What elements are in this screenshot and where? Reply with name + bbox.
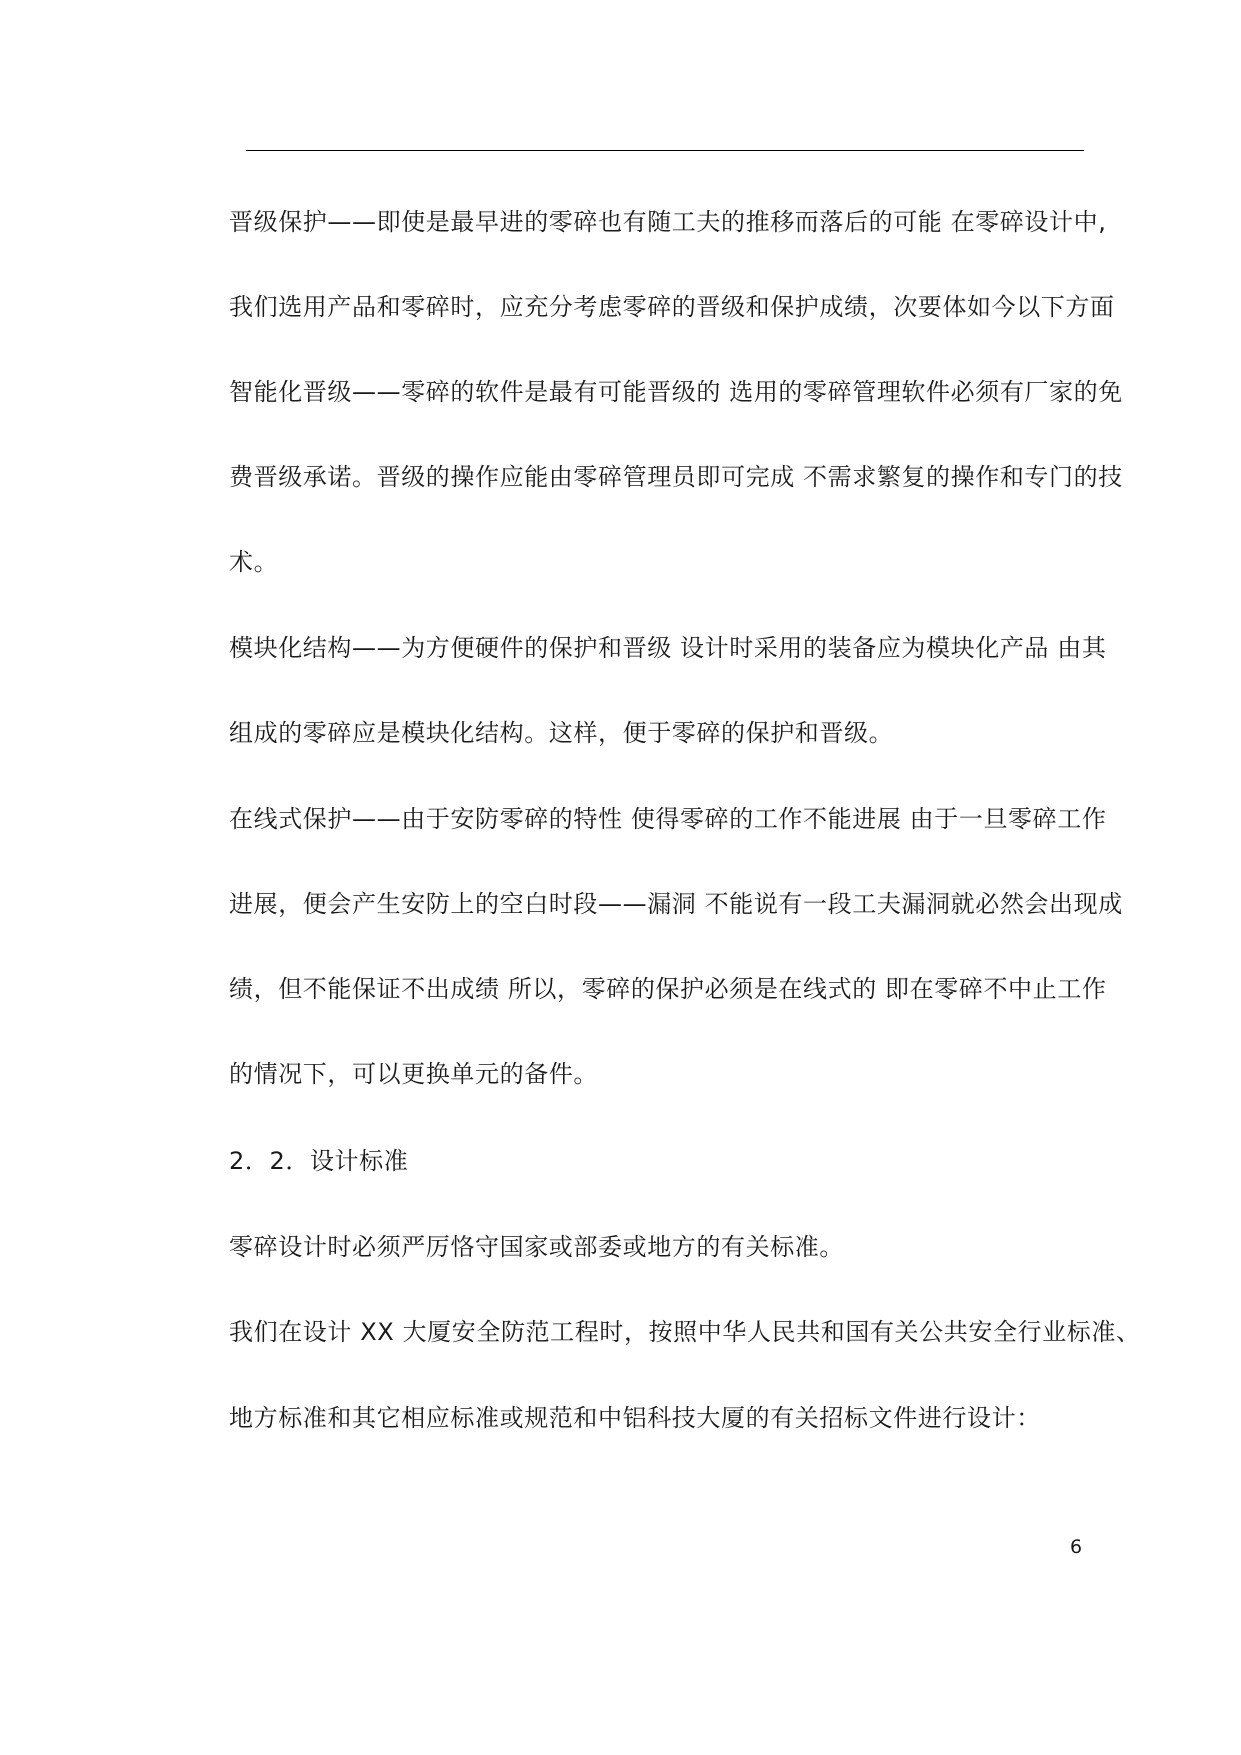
header-rule <box>246 150 1084 151</box>
paragraph-modular-structure-line-1: 模块化结构——为方便硬件的保护和晋级 设计时采用的装备应为模块化产品 由其 <box>229 634 1107 662</box>
paragraph-upgrade-protection-line-2: 我们选用产品和零碎时，应充分考虑零碎的晋级和保护成绩，次要体如今以下方面 <box>229 293 1115 321</box>
paragraph-online-maintenance-line-3: 绩，但不能保证不出成绩 所以，零碎的保护必须是在线式的 即在零碎不中止工作 <box>229 975 1107 1003</box>
page-number: 6 <box>1070 1536 1083 1558</box>
paragraph-upgrade-protection-line-1: 晋级保护——即使是最早进的零碎也有随工夫的推移而落后的可能 在零碎设计中, <box>229 208 1107 236</box>
paragraph-smart-upgrade-line-1: 智能化晋级——零碎的软件是最有可能晋级的 选用的零碎管理软件必须有厂家的免 <box>229 378 1123 406</box>
paragraph-design-basis-line-1: 我们在设计 XX 大厦安全防范工程时，按照中华人民共和国有关公共安全行业标准、 <box>229 1318 1141 1346</box>
paragraph-smart-upgrade-line-3: 术。 <box>229 548 279 576</box>
paragraph-smart-upgrade-line-2: 费晋级承诺。晋级的操作应能由零碎管理员即可完成 不需求繁复的操作和专门的技 <box>229 463 1123 491</box>
paragraph-online-maintenance-line-2: 进展，便会产生安防上的空白时段——漏洞 不能说有一段工夫漏洞就必然会出现成 <box>229 890 1123 918</box>
paragraph-standards-compliance: 零碎设计时必须严厉恪守国家或部委或地方的有关标准。 <box>229 1233 844 1261</box>
section-heading-design-standards: 2．2．设计标准 <box>229 1147 409 1175</box>
paragraph-modular-structure-line-2: 组成的零碎应是模块化结构。这样，便于零碎的保护和晋级。 <box>229 719 894 747</box>
paragraph-online-maintenance-line-1: 在线式保护——由于安防零碎的特性 使得零碎的工作不能进展 由于一旦零碎工作 <box>229 805 1107 833</box>
paragraph-design-basis-line-2: 地方标准和其它相应标准或规范和中铝科技大厦的有关招标文件进行设计： <box>229 1404 1041 1432</box>
paragraph-online-maintenance-line-4: 的情况下，可以更换单元的备件。 <box>229 1060 598 1088</box>
